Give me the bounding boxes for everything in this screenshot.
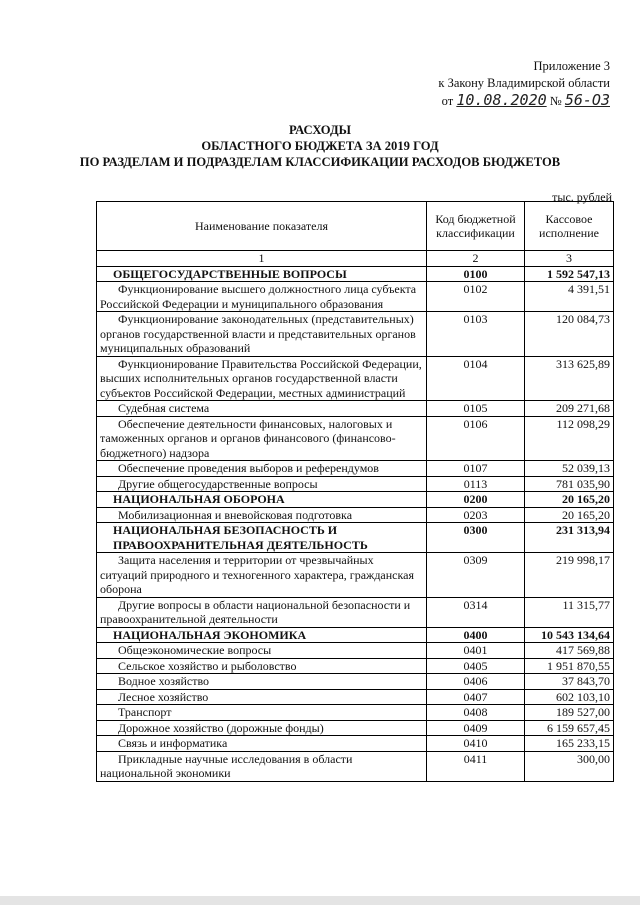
column-index: 1 xyxy=(97,251,427,267)
row-name: НАЦИОНАЛЬНАЯ ОБОРОНА xyxy=(97,492,427,508)
row-amount: 10 543 134,64 xyxy=(525,627,614,643)
row-amount: 20 165,20 xyxy=(525,507,614,523)
table-row xyxy=(97,643,614,659)
row-amount: 189 527,00 xyxy=(525,705,614,721)
table-row xyxy=(97,674,614,690)
appendix-law: к Закону Владимирской области xyxy=(438,76,610,90)
table-row xyxy=(97,705,614,721)
table-row xyxy=(97,736,614,752)
row-code: 0200 xyxy=(427,492,525,508)
table-row xyxy=(97,461,614,477)
section-row xyxy=(97,266,614,282)
section-row xyxy=(97,627,614,643)
number-prefix: № xyxy=(549,94,562,108)
table-header-row xyxy=(97,202,614,251)
row-code: 0103 xyxy=(427,312,525,357)
row-code: 0300 xyxy=(427,523,525,553)
table-row xyxy=(97,416,614,461)
row-name: Функционирование высшего должностного лица субъекта Российской Федерации и муниципального образования xyxy=(97,282,427,312)
row-code: 0406 xyxy=(427,674,525,690)
row-amount: 219 998,17 xyxy=(525,553,614,598)
row-code: 0405 xyxy=(427,658,525,674)
row-amount: 209 271,68 xyxy=(525,401,614,417)
appendix-title: Приложение 3 xyxy=(533,59,610,73)
row-name: Водное хозяйство xyxy=(97,674,427,690)
table-row xyxy=(97,658,614,674)
row-amount: 1 951 870,55 xyxy=(525,658,614,674)
row-name: ОБЩЕГОСУДАРСТВЕННЫЕ ВОПРОСЫ xyxy=(97,266,427,282)
row-code: 0203 xyxy=(427,507,525,523)
row-name: Общеэкономические вопросы xyxy=(97,643,427,659)
column-index: 2 xyxy=(427,251,525,267)
table-row xyxy=(97,597,614,627)
row-code: 0309 xyxy=(427,553,525,598)
law-number: 56-ОЗ xyxy=(564,91,610,109)
row-code: 0408 xyxy=(427,705,525,721)
section-row xyxy=(97,492,614,508)
row-amount: 300,00 xyxy=(525,751,614,781)
row-code: 0100 xyxy=(427,266,525,282)
row-amount: 11 315,77 xyxy=(525,597,614,627)
title-line-3: ПО РАЗДЕЛАМ И ПОДРАЗДЕЛАМ КЛАССИФИКАЦИИ РАСХОДОВ БЮДЖЕТОВ xyxy=(79,155,561,169)
appendix-header xyxy=(390,58,610,110)
row-name: НАЦИОНАЛЬНАЯ ЭКОНОМИКА xyxy=(97,627,427,643)
row-amount: 4 391,51 xyxy=(525,282,614,312)
row-amount: 602 103,10 xyxy=(525,689,614,705)
row-amount: 6 159 657,45 xyxy=(525,720,614,736)
row-name: Мобилизационная и вневойсковая подготовка xyxy=(97,507,427,523)
row-name: Обеспечение проведения выборов и референдумов xyxy=(97,461,427,477)
row-name: Функционирование Правительства Российской Федерации, высших исполнительных органов государственной власти субъектов Российской Федерации, местных администраций xyxy=(97,356,427,401)
column-index-row xyxy=(97,251,614,267)
row-amount: 231 313,94 xyxy=(525,523,614,553)
appendix-date-line xyxy=(390,92,610,110)
row-amount: 120 084,73 xyxy=(525,312,614,357)
row-name: Другие вопросы в области национальной безопасности и правоохранительной деятельности xyxy=(97,597,427,627)
section-row xyxy=(97,523,614,553)
table-row xyxy=(97,507,614,523)
row-name: Судебная система xyxy=(97,401,427,417)
table-row xyxy=(97,689,614,705)
document-title xyxy=(0,122,640,170)
row-name: Сельское хозяйство и рыболовство xyxy=(97,658,427,674)
row-amount: 165 233,15 xyxy=(525,736,614,752)
row-name: Прикладные научные исследования в области национальной экономики xyxy=(97,751,427,781)
row-amount: 313 625,89 xyxy=(525,356,614,401)
row-code: 0105 xyxy=(427,401,525,417)
expenses-table xyxy=(96,201,614,782)
row-name: Связь и информатика xyxy=(97,736,427,752)
row-name: Лесное хозяйство xyxy=(97,689,427,705)
row-name: Дорожное хозяйство (дорожные фонды) xyxy=(97,720,427,736)
row-code: 0107 xyxy=(427,461,525,477)
row-code: 0104 xyxy=(427,356,525,401)
row-name: Транспорт xyxy=(97,705,427,721)
header-code: Код бюджетной классификации xyxy=(427,202,525,251)
table-row xyxy=(97,356,614,401)
row-code: 0409 xyxy=(427,720,525,736)
title-line-1: РАСХОДЫ xyxy=(289,123,351,137)
row-code: 0407 xyxy=(427,689,525,705)
row-amount: 20 165,20 xyxy=(525,492,614,508)
header-name: Наименование показателя xyxy=(97,202,427,251)
row-code: 0314 xyxy=(427,597,525,627)
row-name: Функционирование законодательных (представительных) органов государственной власти и представительных органов муниципальных образований xyxy=(97,312,427,357)
row-code: 0106 xyxy=(427,416,525,461)
row-name: НАЦИОНАЛЬНАЯ БЕЗОПАСНОСТЬ И ПРАВООХРАНИТЕЛЬНАЯ ДЕЯТЕЛЬНОСТЬ xyxy=(97,523,427,553)
row-amount: 52 039,13 xyxy=(525,461,614,477)
table-row xyxy=(97,476,614,492)
units-label: тыс. рублей xyxy=(552,190,612,204)
row-code: 0401 xyxy=(427,643,525,659)
row-name: Защита населения и территории от чрезвычайных ситуаций природного и техногенного характера, гражданская оборона xyxy=(97,553,427,598)
table-row xyxy=(97,720,614,736)
row-code: 0113 xyxy=(427,476,525,492)
header-amount: Кассовое исполнение xyxy=(525,202,614,251)
table-row xyxy=(97,282,614,312)
row-code: 0411 xyxy=(427,751,525,781)
row-amount: 1 592 547,13 xyxy=(525,266,614,282)
row-name: Обеспечение деятельности финансовых, налоговых и таможенных органов и органов финансового (финансово-бюджетного) надзора xyxy=(97,416,427,461)
row-name: Другие общегосударственные вопросы xyxy=(97,476,427,492)
row-amount: 417 569,88 xyxy=(525,643,614,659)
row-amount: 37 843,70 xyxy=(525,674,614,690)
row-amount: 781 035,90 xyxy=(525,476,614,492)
row-amount: 112 098,29 xyxy=(525,416,614,461)
page-edge xyxy=(0,896,640,905)
table-row xyxy=(97,312,614,357)
law-date: 10.08.2020 xyxy=(456,91,547,109)
row-code: 0410 xyxy=(427,736,525,752)
row-code: 0102 xyxy=(427,282,525,312)
date-prefix: от xyxy=(441,94,454,108)
table-row xyxy=(97,553,614,598)
table-row xyxy=(97,401,614,417)
title-line-2: ОБЛАСТНОГО БЮДЖЕТА ЗА 2019 ГОД xyxy=(201,139,439,153)
table-row xyxy=(97,751,614,781)
row-code: 0400 xyxy=(427,627,525,643)
column-index: 3 xyxy=(525,251,614,267)
